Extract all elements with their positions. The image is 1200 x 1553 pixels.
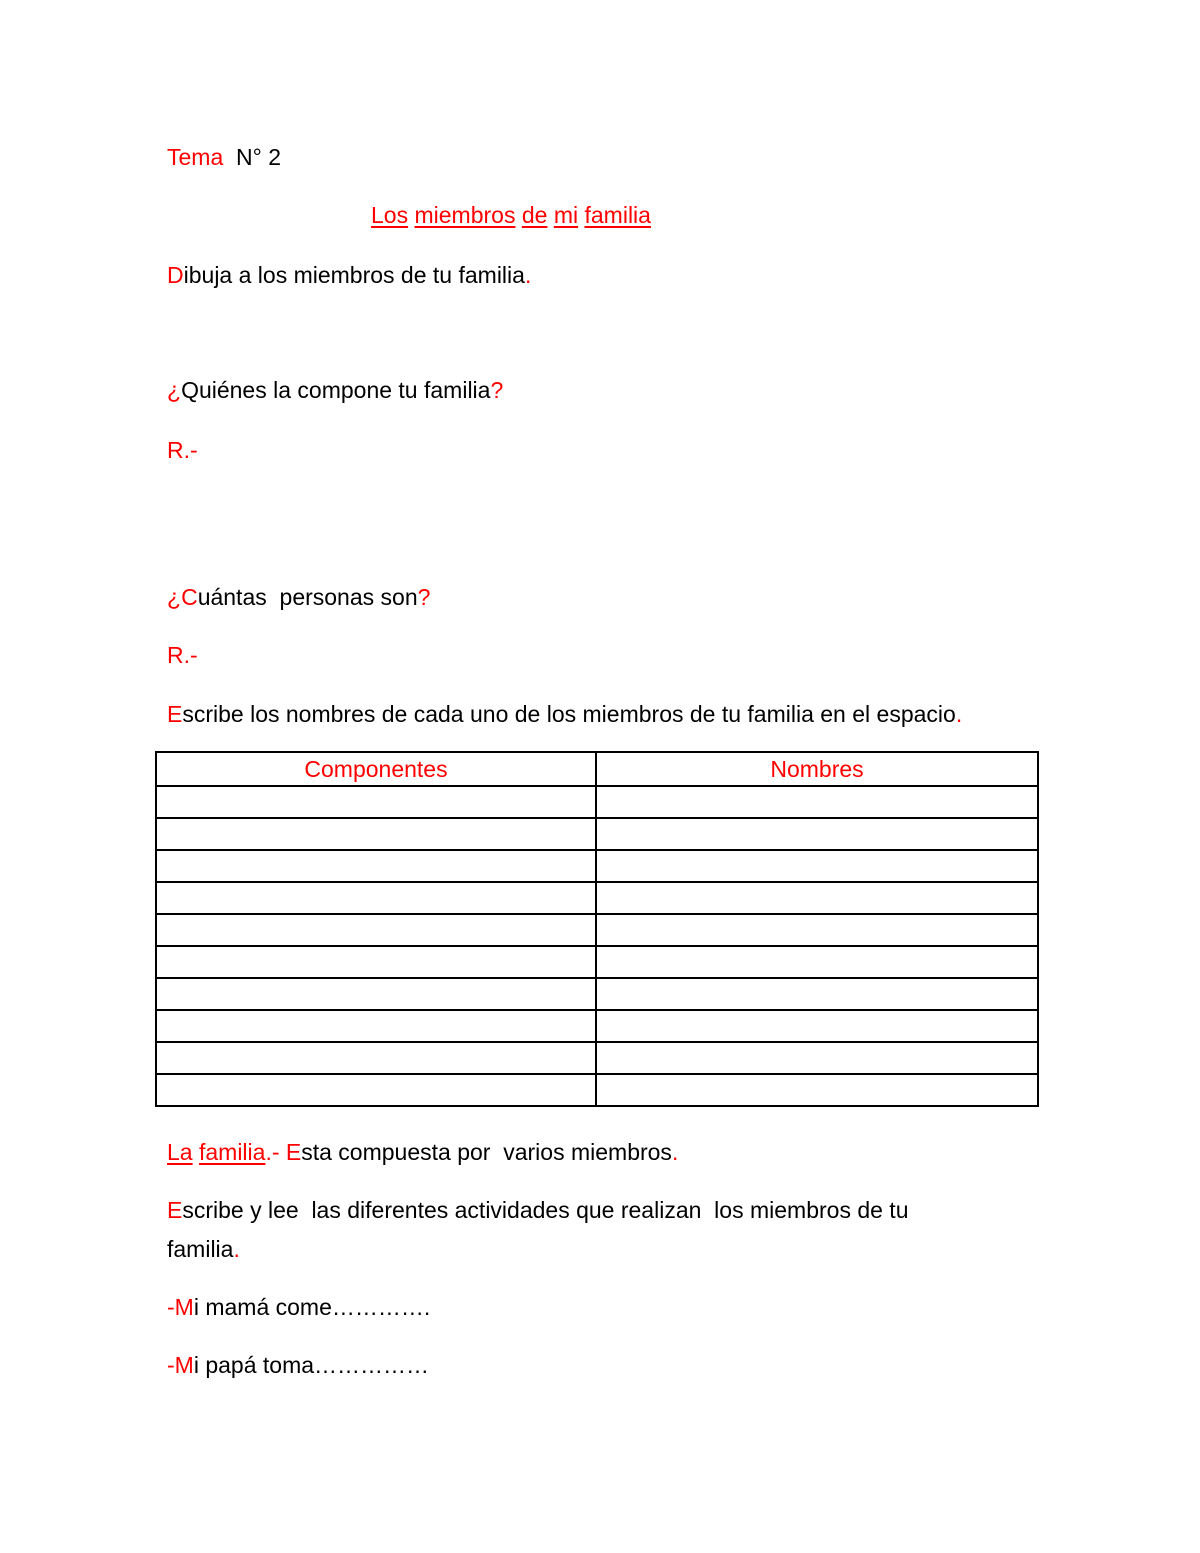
table-row [156, 1010, 1038, 1042]
initial-letter: D [167, 262, 184, 288]
nombre-cell[interactable] [596, 946, 1038, 978]
nombre-cell[interactable] [596, 1010, 1038, 1042]
table-row [156, 946, 1038, 978]
definition-separator: .- E [265, 1139, 302, 1165]
instruction-read [167, 1195, 908, 1225]
instruction-text: scribe los nombres de cada uno de los miembros de tu familia en el espacio [182, 701, 956, 727]
instruction-text: ibuja a los miembros de tu familia [183, 262, 525, 288]
example-text: i mamá come…………. [193, 1294, 431, 1320]
question-text: uántas personas son [197, 584, 418, 610]
instruction-draw [167, 260, 531, 290]
componente-cell[interactable] [156, 850, 596, 882]
nombre-cell[interactable] [596, 850, 1038, 882]
page-title [371, 200, 651, 230]
example-marker: -M [167, 1352, 194, 1378]
nombre-cell[interactable] [596, 914, 1038, 946]
example-marker: -M [167, 1294, 194, 1320]
instruction-read-continued [167, 1234, 240, 1264]
title-word: Los [371, 202, 409, 228]
componente-cell[interactable] [156, 786, 596, 818]
period: . [233, 1236, 240, 1262]
definition-word: familia [198, 1139, 266, 1165]
nombre-cell[interactable] [596, 786, 1038, 818]
question-open-mark: ¿ [167, 377, 182, 403]
table-row [156, 1042, 1038, 1074]
example-text: i papá toma…………… [193, 1352, 430, 1378]
family-definition [167, 1137, 678, 1167]
topic-number: N° 2 [236, 144, 282, 170]
column-header-nombres: Nombres [596, 752, 1038, 786]
initial-letter: C [181, 584, 198, 610]
table-row [156, 978, 1038, 1010]
componente-cell[interactable] [156, 1042, 596, 1074]
table-body [156, 786, 1038, 1106]
period: . [955, 701, 963, 727]
question-count [167, 582, 430, 612]
title-word: miembros [414, 202, 516, 228]
table-row [156, 786, 1038, 818]
nombre-cell[interactable] [596, 978, 1038, 1010]
topic-label: Tema [167, 144, 224, 170]
question-close-mark: ? [490, 377, 504, 403]
question-close-mark: ? [417, 584, 431, 610]
instruction-text: familia [167, 1236, 234, 1262]
table-header-row [156, 752, 1038, 786]
nombre-cell[interactable] [596, 818, 1038, 850]
example-line [167, 1350, 429, 1380]
nombre-cell[interactable] [596, 882, 1038, 914]
title-word: de [521, 202, 548, 228]
title-word: familia [584, 202, 651, 228]
componente-cell[interactable] [156, 1010, 596, 1042]
question-open-mark: ¿ [167, 584, 182, 610]
table-row [156, 914, 1038, 946]
period: . [524, 262, 532, 288]
family-table [155, 751, 1039, 1107]
componente-cell[interactable] [156, 946, 596, 978]
componente-cell[interactable] [156, 818, 596, 850]
componente-cell[interactable] [156, 1074, 596, 1106]
definition-word: La [167, 1139, 193, 1165]
question-members [167, 375, 503, 405]
title-word: mi [553, 202, 579, 228]
table-row [156, 850, 1038, 882]
table-row [156, 1074, 1038, 1106]
initial-letter: E [167, 701, 183, 727]
period: . [671, 1139, 679, 1165]
componente-cell[interactable] [156, 978, 596, 1010]
column-header-componentes: Componentes [156, 752, 596, 786]
answer-label: R.- [167, 437, 198, 463]
question-text: Quiénes la compone tu familia [181, 377, 491, 403]
componente-cell[interactable] [156, 914, 596, 946]
definition-text: sta compuesta por varios miembros [301, 1139, 672, 1165]
example-line [167, 1292, 430, 1322]
instruction-text: scribe y lee las diferentes actividades que realizan los miembros de tu [182, 1197, 909, 1223]
answer-label: R.- [167, 642, 198, 668]
nombre-cell[interactable] [596, 1074, 1038, 1106]
nombre-cell[interactable] [596, 1042, 1038, 1074]
instruction-write [167, 699, 962, 729]
table-row [156, 882, 1038, 914]
initial-letter: E [167, 1197, 183, 1223]
table-row [156, 818, 1038, 850]
topic-heading [167, 142, 281, 172]
componente-cell[interactable] [156, 882, 596, 914]
